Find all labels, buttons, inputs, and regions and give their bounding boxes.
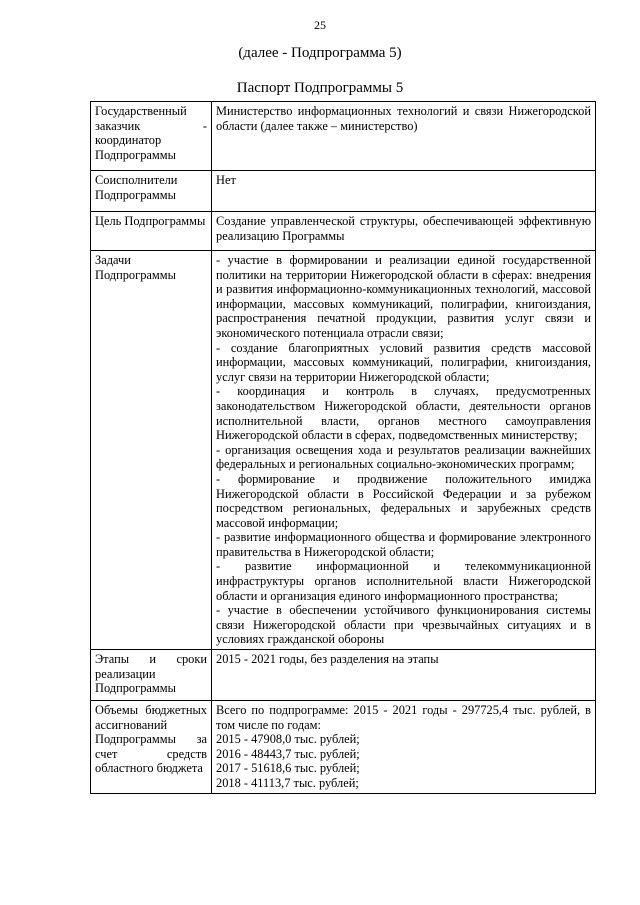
- task-item: - развитие информационного общества и формирование электронного правительства в Нижегородской области;: [216, 530, 591, 559]
- table-row: [91, 251, 596, 650]
- passport-title: Паспорт Подпрограммы 5: [236, 80, 404, 96]
- subprogram-subtitle: (далее - Подпрограмма 5): [238, 45, 402, 61]
- budget-line: 2017 - 51618,6 тыс. рублей;: [216, 761, 360, 776]
- row-label: Этапы и сроки реализации Подпрограммы: [91, 650, 212, 701]
- task-item: - развитие информационной и телекоммуникационной инфраструктуры органов исполнительной власти Нижегородской области и организация единого информационного пространства;: [216, 559, 591, 603]
- task-item: - создание благоприятных условий развития средств массовой информации, массовых коммуникаций, полиграфии, книгоиздания, услуг связи на территории Нижегородской области;: [216, 340, 591, 384]
- row-value: Министерство информационных технологий и связи Нижегородской области (далее также – министерство): [212, 102, 596, 171]
- budget-line: 2018 - 41113,7 тыс. рублей;: [216, 776, 359, 790]
- row-value: [212, 701, 596, 794]
- row-value: Нет: [212, 171, 596, 212]
- table-row: [91, 102, 596, 171]
- row-label: Объемы бюджетных ассигнований Подпрограммы за счет средств областного бюджета: [91, 701, 212, 794]
- budget-line: 2016 - 48443,7 тыс. рублей;: [216, 746, 360, 761]
- budget-line: Всего по подпрограмме: 2015 - 2021 годы - 297725,4 тыс. рублей, в том числе по годам:: [216, 703, 591, 732]
- row-value: Создание управленческой структуры, обеспечивающей эффективную реализацию Программы: [212, 212, 596, 251]
- table-row: [91, 701, 596, 794]
- budget-line: 2015 - 47908,0 тыс. рублей;: [216, 732, 360, 747]
- row-value: [212, 251, 596, 650]
- row-label: Задачи Подпрограммы: [91, 251, 212, 650]
- task-item: - координация и контроль в случаях, предусмотренных законодательством Нижегородской области, деятельности органов исполнительной власти, органов местного самоуправления Нижегородской области в сферах, подведомственных министерству;: [216, 384, 591, 443]
- task-item: - участие в формировании и реализации единой государственной политики на территории Нижегородской области в сферах: внедрения и развития информационно-коммуникационных технологий, массовой информации, массовых коммуникаций, полиграфии, книгоиздания, распространения печатной продукции, развития услуг связи и экономического потенциала отрасли связи;: [216, 253, 591, 340]
- task-item: - формирование и продвижение положительного имиджа Нижегородской области в Российской Федерации и за рубежом посредством региональных, федеральных и зарубежных средств массовой информации;: [216, 471, 591, 530]
- page-number: 25: [314, 18, 326, 32]
- table-row: [91, 212, 596, 251]
- task-item: - участие в обеспечении устойчивого функционирования системы связи Нижегородской области при чрезвычайных ситуациях и в условиях гражданской обороны: [216, 603, 591, 647]
- row-label: Соисполнители Подпрограммы: [91, 171, 212, 212]
- row-value: 2015 - 2021 годы, без разделения на этапы: [212, 650, 596, 701]
- task-item: - организация освещения хода и результатов реализации важнейших федеральных и региональных социально-экономических программ;: [216, 442, 591, 472]
- table-row: [91, 650, 596, 701]
- row-label: Цель Подпрограммы: [91, 212, 212, 251]
- table-row: [91, 171, 596, 212]
- row-label: Государственный заказчик - координатор Подпрограммы: [91, 102, 212, 171]
- passport-table: [90, 101, 596, 794]
